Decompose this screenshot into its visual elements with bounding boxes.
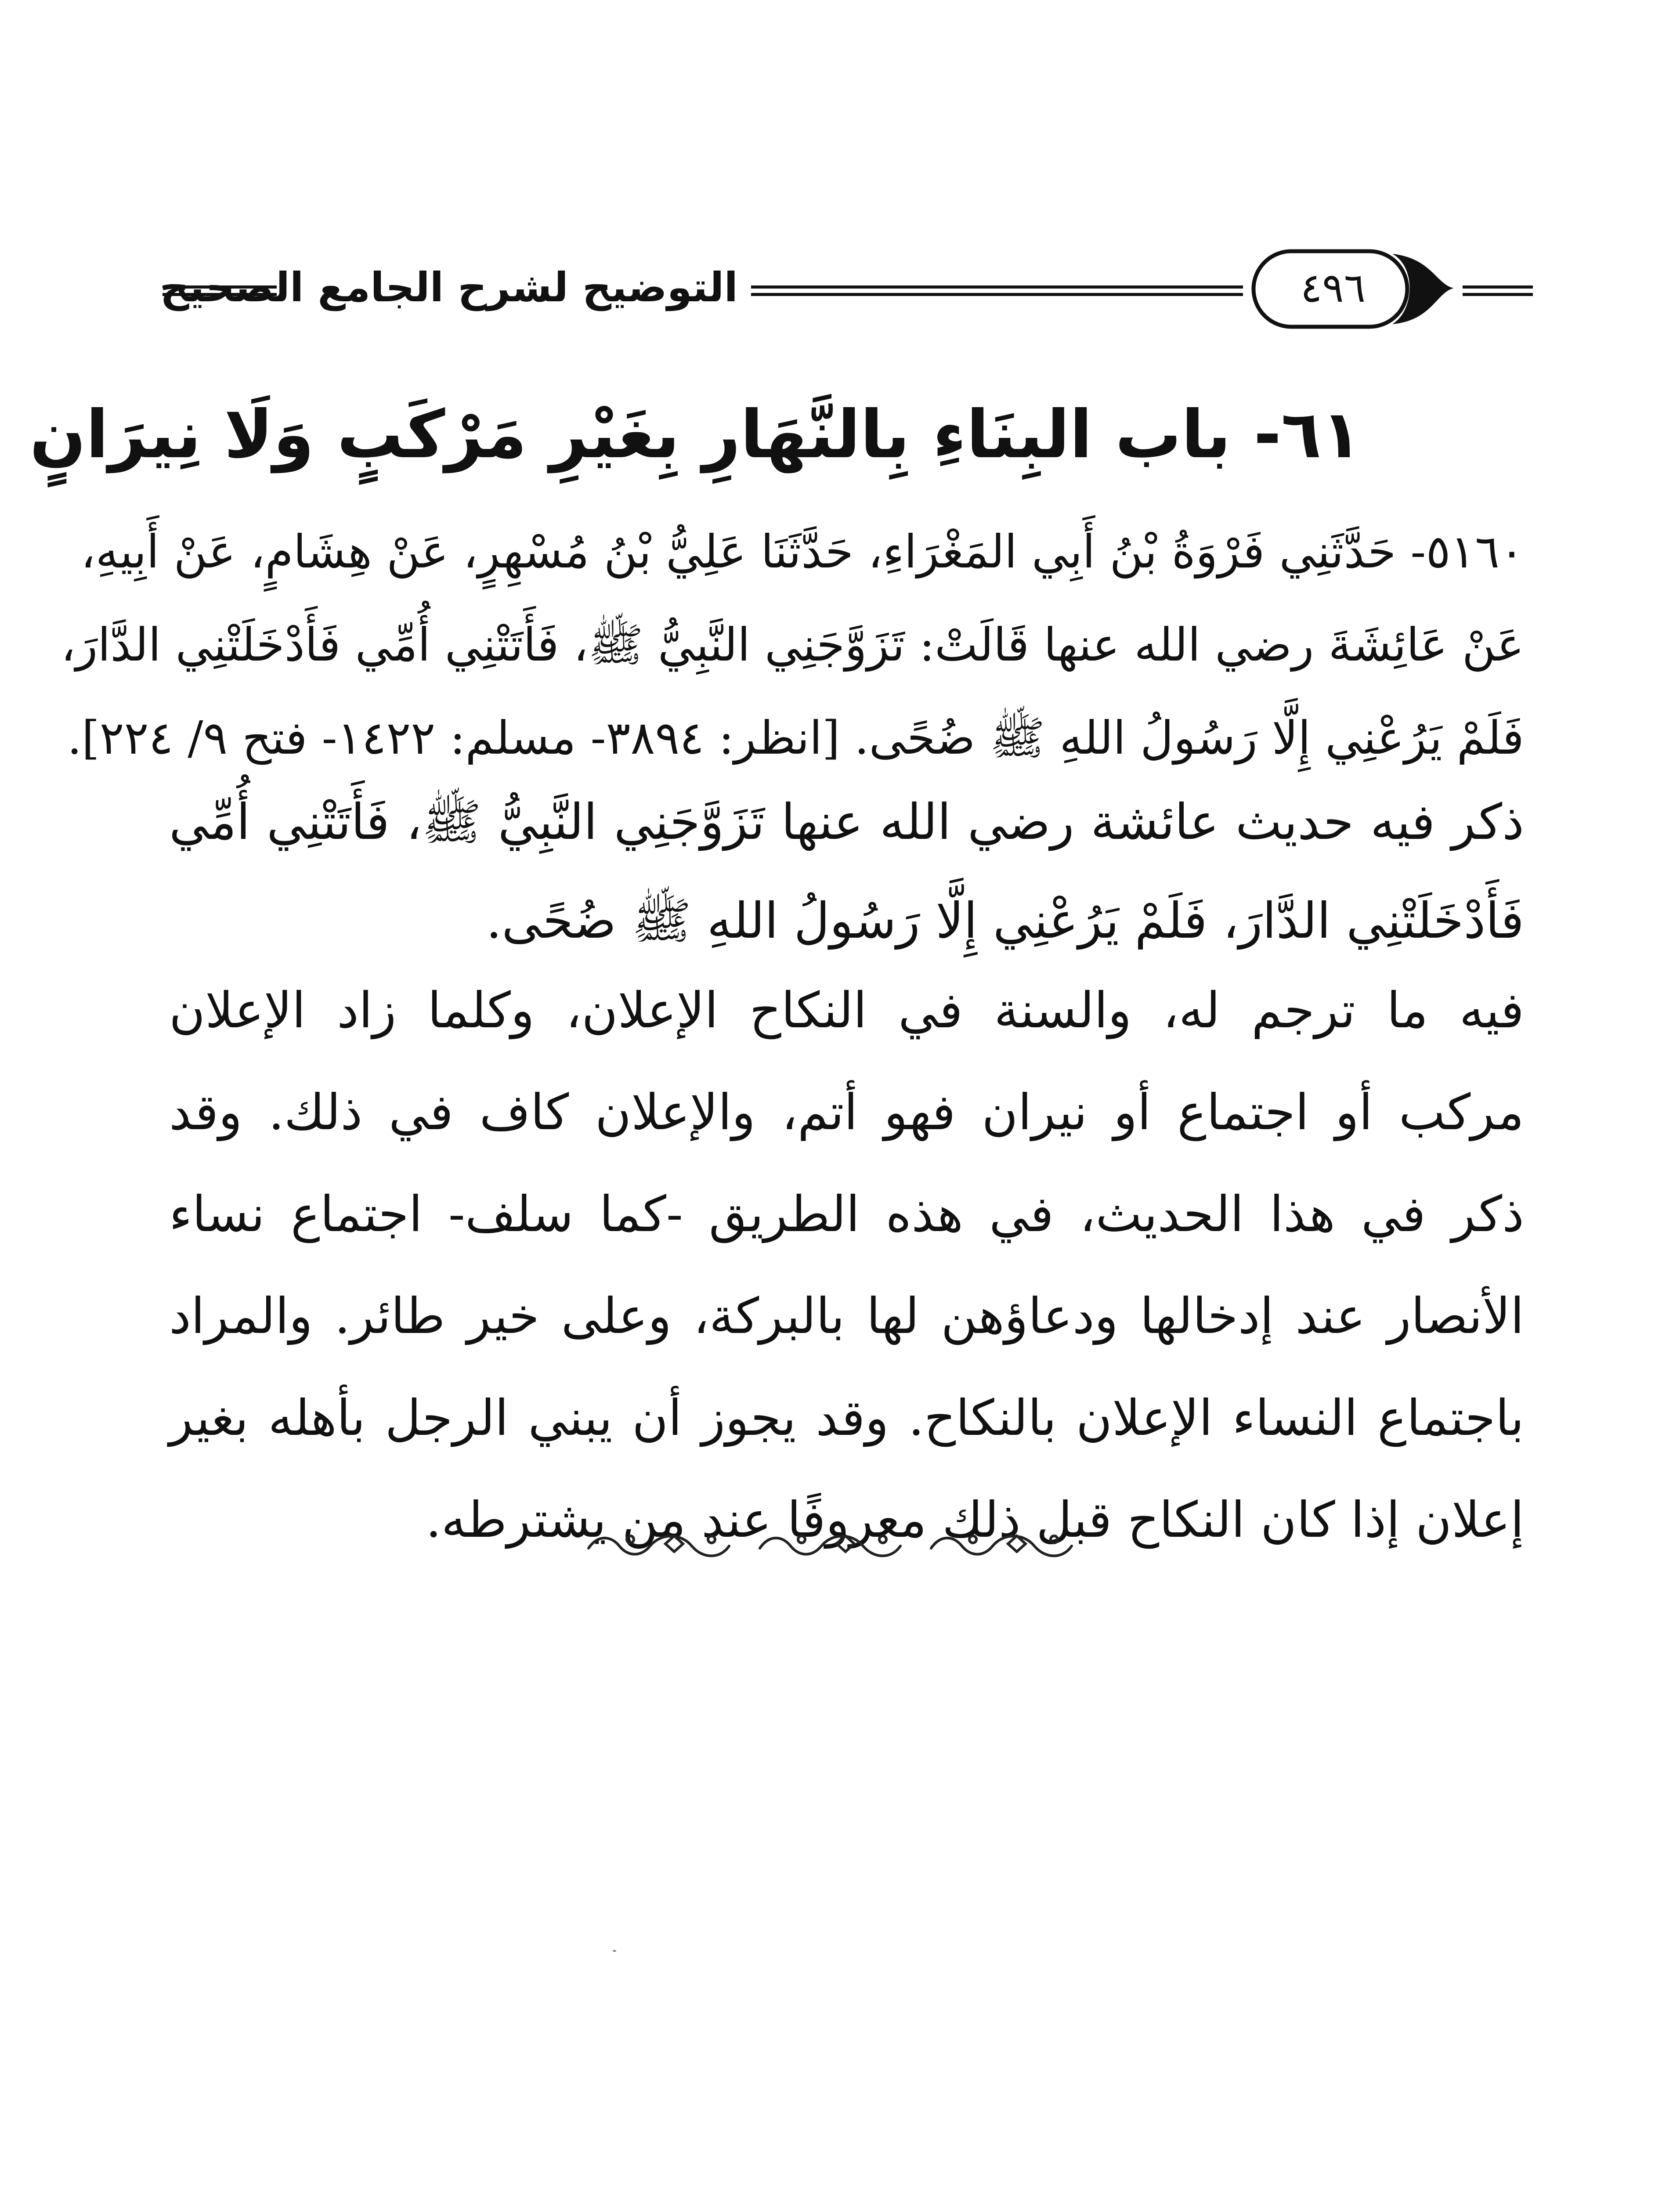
page-number-badge [1247, 241, 1454, 337]
commentary-intro [169, 773, 1524, 971]
floral-divider-icon [580, 1526, 1089, 1566]
running-title: التوضيح لشرح الجامع الصحيح [160, 264, 738, 311]
hadith-text [61, 505, 1524, 784]
hadith-line: عَنْ عَائِشَةَ رضي الله عنها قَالَتْ: تَزَوَّجَنِي النَّبِيُّ ﷺ، فَأَتَتْنِي أُمِّي فَأَدْخَلَتْنِي الدَّارَ، [61, 618, 1524, 672]
scan-speck [613, 1950, 616, 1952]
commentary-paragraph [169, 960, 1524, 1571]
running-header [160, 237, 1533, 347]
commentary-intro-line: ذكر فيه حديث عائشة رضي الله عنها تَزَوَّجَنِي النَّبِيُّ ﷺ، فَأَتَتْنِي أُمِّي [169, 794, 1524, 851]
commentary-line: فيه ما ترجم له، والسنة في النكاح الإعلان، وكلما زاد الإعلان [169, 982, 1525, 1039]
commentary-line: باجتماع النساء الإعلان بالنكاح. وقد يجوز أن يبني الرجل بأهله بغير [169, 1390, 1524, 1447]
commentary-intro-line: فَأَدْخَلَتْنِي الدَّارَ، فَلَمْ يَرُعْنِي إِلَّا رَسُولُ اللهِ ﷺ ضُحًى. [486, 892, 1524, 950]
header-rule-middle [751, 285, 1243, 296]
page-number: ٤٩٦ [1300, 264, 1366, 311]
commentary-line: الأنصار عند إدخالها ودعاؤهن لها بالبركة، وعلى خير طائر. والمراد [169, 1288, 1524, 1345]
commentary-line: ذكر في هذا الحديث، في هذه الطريق -كما سلف- اجتماع نساء [169, 1186, 1524, 1243]
hadith-line: ٥١٦٠- حَدَّثَنِي فَرْوَةُ بْنُ أَبِي المَغْرَاءِ، حَدَّثَنَا عَلِيُّ بْنُ مُسْهِرٍ، عَنْ هِشَامٍ، عَنْ أَبِيهِ، [80, 525, 1524, 578]
commentary-line: مركب أو اجتماع أو نيران فهو أتم، والإعلان كاف في ذلك. وقد [169, 1084, 1525, 1141]
hadith-line: فَلَمْ يَرُعْنِي إِلَّا رَسُولُ اللهِ ﷺ ضُحًى. [انظر: ٣٨٩٤- مسلم: ١٤٢٢- فتح ٩/ ٢٢٤]. [67, 711, 1524, 765]
header-rule-right [1463, 285, 1533, 296]
commentary-line: إعلان إذا كان النكاح قبل ذلك معروفًا عند من يشترطه. [426, 1492, 1524, 1549]
chapter-heading: ٦١- باب البِنَاءِ بِالنَّهَارِ بِغَيْرِ مَرْكَبٍ وَلَا نِيرَانٍ [29, 397, 1362, 473]
